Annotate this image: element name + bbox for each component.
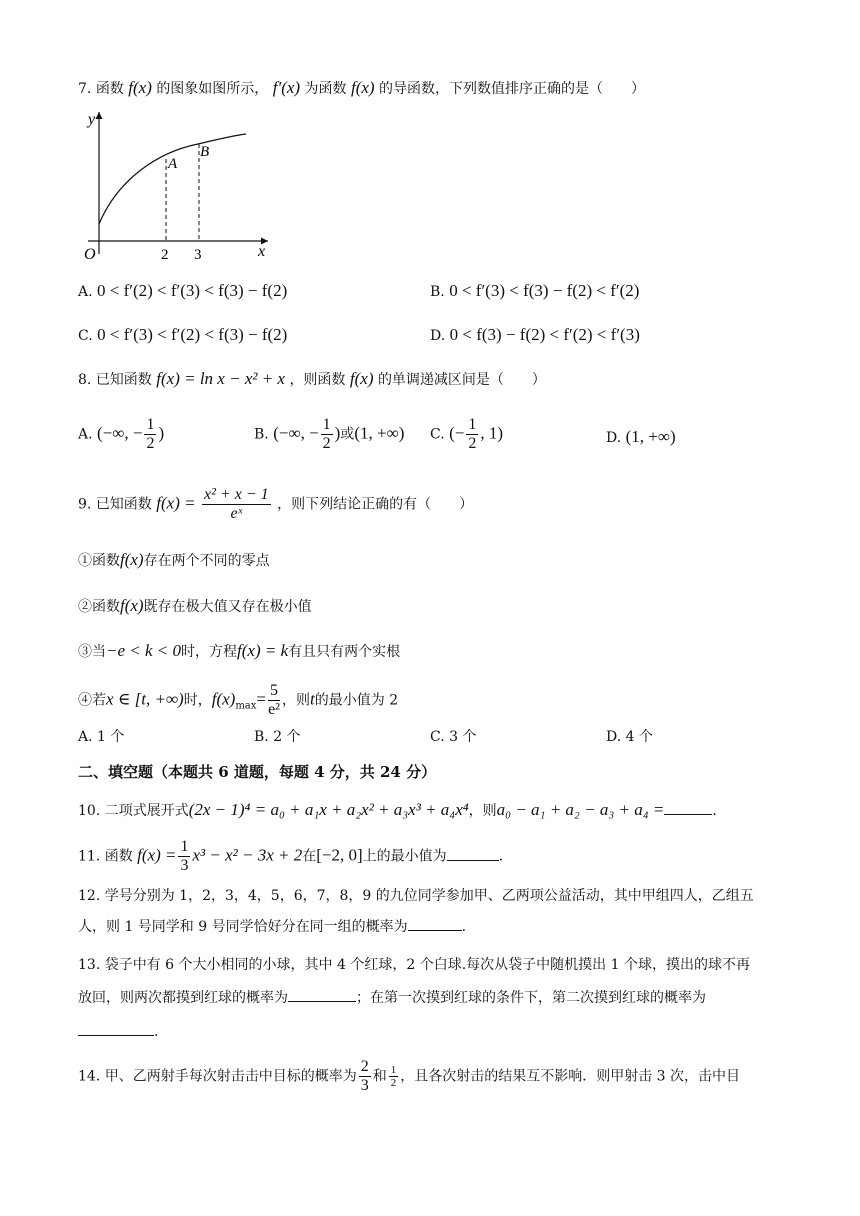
q9-statement-3: ③当−e < k < 0时，方程f(x) = k有且只有两个实根 bbox=[78, 641, 401, 660]
q8-option-d[interactable]: D. (1, +∞) bbox=[606, 427, 676, 446]
q8-number: 8. bbox=[78, 372, 92, 388]
tick-3-label: 3 bbox=[194, 247, 202, 263]
q12-line1: 12. 学号分别为 1，2，3，4，5，6，7，8，9 的九位同学参加甲、乙两项公益活动，其中甲组四人，乙组五 bbox=[78, 888, 754, 904]
q12-line2: 人，则 1 号同学和 9 号同学恰好分在同一组的概率为 . bbox=[78, 919, 467, 935]
answer-blank[interactable] bbox=[447, 848, 499, 861]
point-b-label: B bbox=[200, 144, 210, 160]
q9-option-c[interactable]: C. 3 个 bbox=[430, 729, 477, 745]
q7-number: 7. bbox=[78, 81, 92, 97]
q10-stem: 10. 二项式展开式(2x − 1)⁴ = a₀ + a₁x + a₂x² + a₃x³ + a₄x⁴，则a₀ − a₁ + a₂ − a₃ + a₄ = . bbox=[78, 800, 717, 819]
q7-option-b[interactable]: B. 0 < f′(3) < f(3) − f(2) < f′(2) bbox=[430, 281, 640, 300]
q9-statement-1: ①函数f(x)存在两个不同的零点 bbox=[78, 550, 270, 569]
point-a-label: A bbox=[168, 156, 178, 172]
math-function: f(x) = ln x − x² + x bbox=[156, 369, 285, 388]
section-2-heading: 二、填空题（本题共 6 道题，每题 4 分，共 24 分） bbox=[78, 763, 437, 781]
function-curve bbox=[99, 134, 246, 224]
q13-line1: 13. 袋子中有 6 个大小相同的小球，其中 4 个红球，2 个白球.每次从袋子中随机摸出 1 个球，摸出的球不再 bbox=[78, 957, 750, 973]
q8-option-a[interactable]: A. (−∞, − $\frac{1}{2}$ ) bbox=[78, 416, 165, 452]
x-label: x bbox=[258, 243, 266, 260]
q9-fraction: $\frac{\text{x² + x − 1}}{\text{eˣ}}$ bbox=[204, 486, 269, 522]
q13-line2: 放回，则两次都摸到红球的概率为 ；在第一次摸到红球的条件下，第二次摸到红球的概率为 bbox=[78, 990, 706, 1006]
q7-stem: 7. 函数 f(x) 的图象如图所示， f′(x) 为函数 f(x) 的导函数，下列数值排序正确的是（ ） bbox=[78, 78, 646, 97]
q8-option-b[interactable]: B. (−∞, − $\frac{1}{2}$ )或(1, +∞) bbox=[254, 416, 405, 452]
answer-blank[interactable] bbox=[408, 918, 462, 931]
q9-number: 9. bbox=[78, 496, 92, 513]
q8-option-c[interactable]: C. (− $\frac{1}{2}$ , 1) bbox=[430, 416, 504, 452]
y-label: y bbox=[88, 111, 96, 128]
q7-graph bbox=[78, 104, 278, 264]
origin-label: O bbox=[84, 246, 96, 263]
q7-option-c[interactable]: C. 0 < f′(3) < f′(2) < f(3) − f(2) bbox=[78, 325, 288, 344]
math-fx: f(x) bbox=[128, 78, 152, 97]
tick-2-label: 2 bbox=[161, 247, 169, 263]
q9-option-d[interactable]: D. 4 个 bbox=[606, 729, 653, 745]
q11-stem: 11. 函数 f(x) = $\frac{1}{3}$ x³ − x² − 3x + 2在[−2, 0]上的最小值为 . bbox=[78, 838, 504, 874]
q14-line1: 14. 甲、乙两射手每次射击击中目标的概率为 $\frac{2}{3}$ 和 $\frac{1}{2}$ ，且各次射击的结果互不影响．则甲射击 3 次，击中目 bbox=[78, 1058, 741, 1094]
math-fx: f(x) bbox=[350, 78, 375, 97]
answer-blank[interactable] bbox=[78, 1023, 154, 1036]
q13-line3: . bbox=[78, 1022, 158, 1042]
answer-blank[interactable] bbox=[664, 802, 712, 815]
q9-option-b[interactable]: B. 2 个 bbox=[254, 729, 301, 745]
q9-statement-2: ②函数f(x)既存在极大值又存在极小值 bbox=[78, 596, 312, 615]
q9-statement-4: ④若x ∈ [t, +∞)时，$f(x)_{max}=$ $\frac{5}{\text{e²}}$ ，则t的最小值为 2 bbox=[78, 682, 399, 718]
answer-blank[interactable] bbox=[288, 989, 356, 1002]
q7-option-d[interactable]: D. 0 < f(3) − f(2) < f′(2) < f′(3) bbox=[430, 325, 640, 344]
q7-option-a[interactable]: A. 0 < f′(2) < f′(3) < f(3) − f(2) bbox=[78, 281, 288, 300]
q8-stem: 8. 已知函数 f(x) = ln x − x² + x ，则函数 f(x) 的单调递减区间是（ ） bbox=[78, 369, 546, 388]
math-fpx: f′(x) bbox=[272, 78, 301, 97]
q9-option-a[interactable]: A. 1 个 bbox=[78, 729, 125, 745]
q9-stem: 9. 已知函数 f(x) = $\frac{\text{x² + x − 1}}{\text{eˣ}}$ ，则下列结论正确的有（ ） bbox=[78, 486, 474, 522]
